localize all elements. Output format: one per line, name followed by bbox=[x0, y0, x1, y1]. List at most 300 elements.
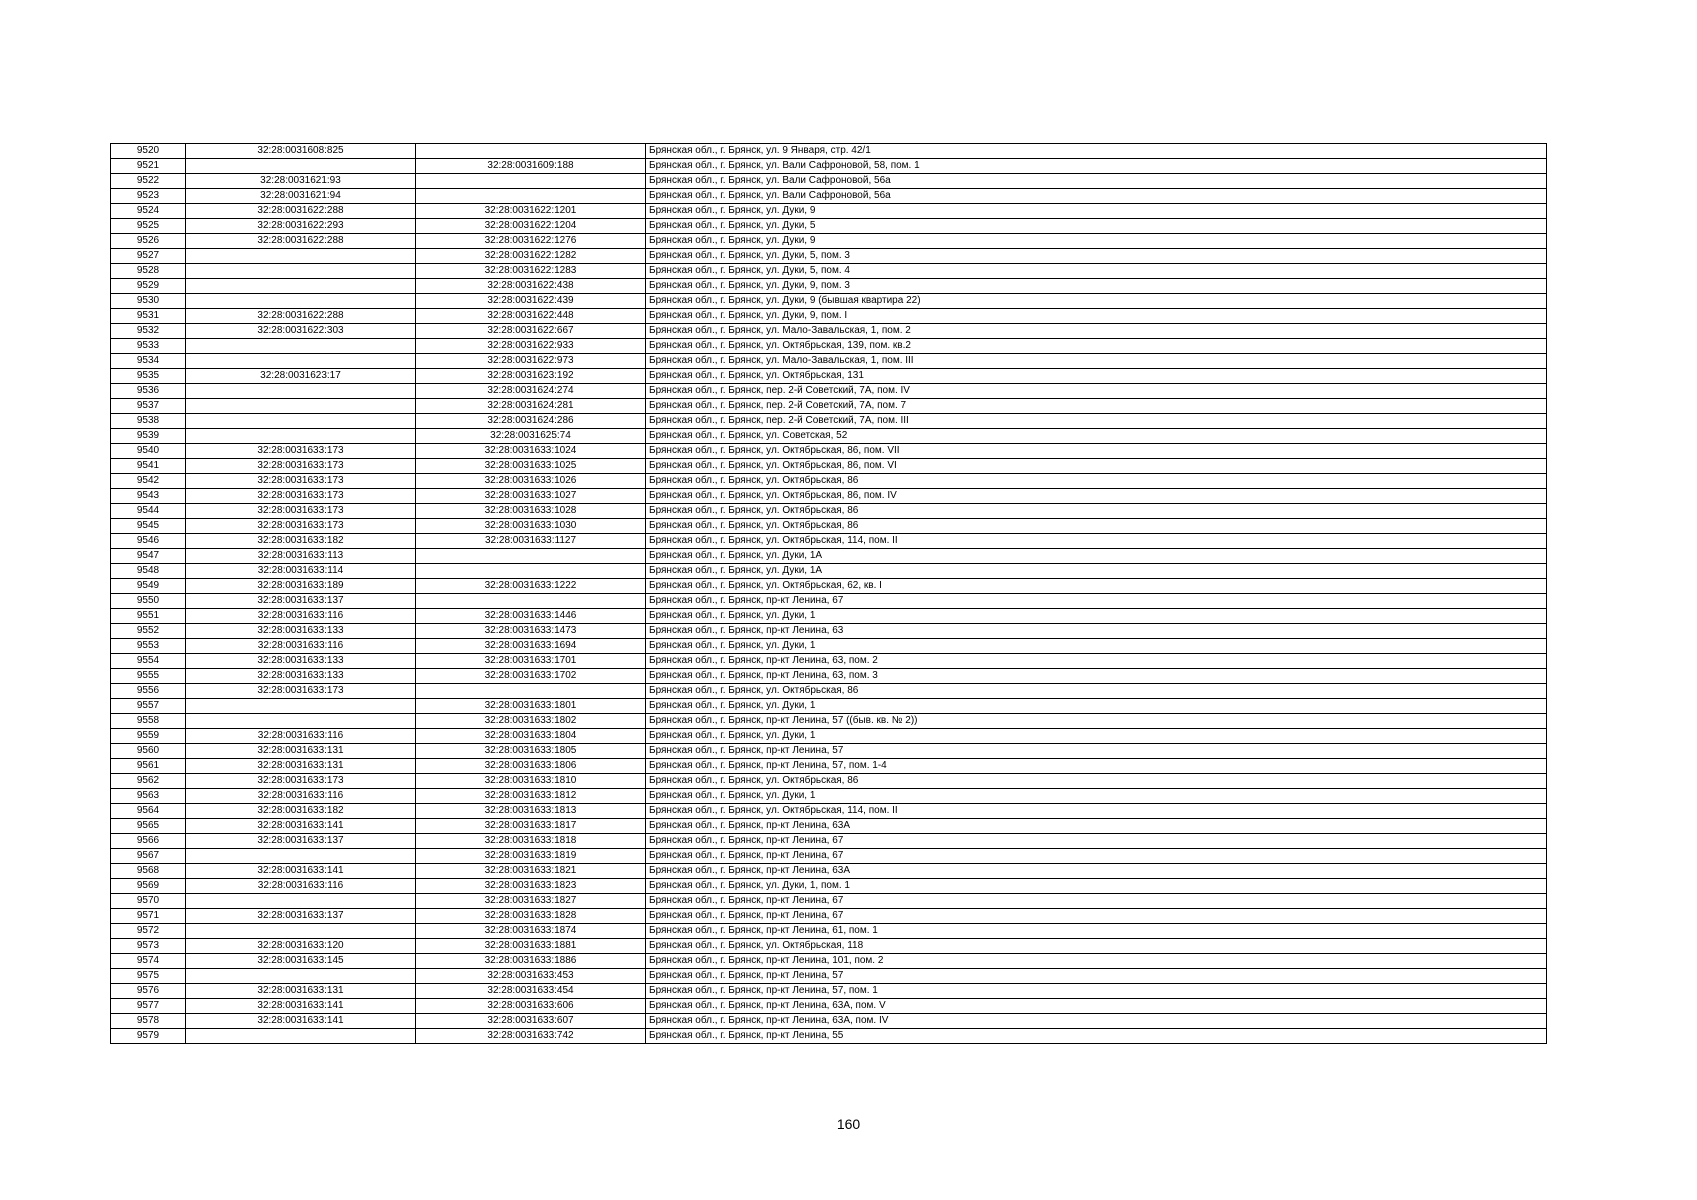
parcel-number-cell: 32:28:0031622:288 bbox=[186, 204, 416, 219]
address-cell: Брянская обл., г. Брянск, пр-кт Ленина, 57 ((быв. кв. № 2)) bbox=[646, 714, 1547, 729]
parcel-number-cell bbox=[186, 339, 416, 354]
table-row bbox=[111, 669, 1547, 684]
row-number-cell: 9532 bbox=[111, 324, 186, 339]
table-row bbox=[111, 504, 1547, 519]
object-number-cell: 32:28:0031633:1817 bbox=[416, 819, 646, 834]
table-row bbox=[111, 984, 1547, 999]
parcel-number-cell bbox=[186, 264, 416, 279]
address-cell: Брянская обл., г. Брянск, пр-кт Ленина, 67 bbox=[646, 594, 1547, 609]
object-number-cell bbox=[416, 549, 646, 564]
address-cell: Брянская обл., г. Брянск, пр-кт Ленина, 57 bbox=[646, 969, 1547, 984]
parcel-number-cell: 32:28:0031633:141 bbox=[186, 864, 416, 879]
parcel-number-cell bbox=[186, 399, 416, 414]
row-number-cell: 9550 bbox=[111, 594, 186, 609]
object-number-cell bbox=[416, 564, 646, 579]
address-cell: Брянская обл., г. Брянск, ул. Октябрьская, 86, пом. IV bbox=[646, 489, 1547, 504]
table-row bbox=[111, 1029, 1547, 1044]
table-row bbox=[111, 234, 1547, 249]
object-number-cell: 32:28:0031633:1812 bbox=[416, 789, 646, 804]
parcel-number-cell bbox=[186, 894, 416, 909]
address-cell: Брянская обл., г. Брянск, ул. Октябрьская, 86, пом. VI bbox=[646, 459, 1547, 474]
parcel-number-cell: 32:28:0031633:173 bbox=[186, 684, 416, 699]
table-row bbox=[111, 654, 1547, 669]
row-number-cell: 9553 bbox=[111, 639, 186, 654]
parcel-number-cell: 32:28:0031633:173 bbox=[186, 489, 416, 504]
address-cell: Брянская обл., г. Брянск, ул. Дуки, 9 bbox=[646, 234, 1547, 249]
table-row bbox=[111, 249, 1547, 264]
address-cell: Брянская обл., г. Брянск, ул. Дуки, 1А bbox=[646, 549, 1547, 564]
address-cell: Брянская обл., г. Брянск, ул. Октябрьская, 62, кв. I bbox=[646, 579, 1547, 594]
address-cell: Брянская обл., г. Брянск, пр-кт Ленина, 57 bbox=[646, 744, 1547, 759]
object-number-cell: 32:28:0031622:1282 bbox=[416, 249, 646, 264]
parcel-number-cell: 32:28:0031633:182 bbox=[186, 804, 416, 819]
parcel-number-cell: 32:28:0031633:173 bbox=[186, 474, 416, 489]
object-number-cell: 32:28:0031633:1886 bbox=[416, 954, 646, 969]
address-cell: Брянская обл., г. Брянск, ул. Дуки, 1А bbox=[646, 564, 1547, 579]
row-number-cell: 9577 bbox=[111, 999, 186, 1014]
address-cell: Брянская обл., г. Брянск, ул. Дуки, 1, пом. 1 bbox=[646, 879, 1547, 894]
parcel-number-cell bbox=[186, 354, 416, 369]
table-row bbox=[111, 339, 1547, 354]
row-number-cell: 9534 bbox=[111, 354, 186, 369]
table-row bbox=[111, 384, 1547, 399]
table-row bbox=[111, 324, 1547, 339]
object-number-cell: 32:28:0031633:1813 bbox=[416, 804, 646, 819]
address-cell: Брянская обл., г. Брянск, ул. Дуки, 1 bbox=[646, 729, 1547, 744]
address-cell: Брянская обл., г. Брянск, ул. Октябрьская, 86 bbox=[646, 519, 1547, 534]
address-cell: Брянская обл., г. Брянск, ул. Октябрьская, 114, пом. II bbox=[646, 804, 1547, 819]
address-cell: Брянская обл., г. Брянск, ул. Дуки, 1 bbox=[646, 639, 1547, 654]
row-number-cell: 9520 bbox=[111, 144, 186, 159]
address-cell: Брянская обл., г. Брянск, ул. Октябрьская, 86 bbox=[646, 684, 1547, 699]
object-number-cell: 32:28:0031633:1701 bbox=[416, 654, 646, 669]
table-row bbox=[111, 774, 1547, 789]
table-row bbox=[111, 159, 1547, 174]
table-row bbox=[111, 684, 1547, 699]
registry-table-body bbox=[111, 144, 1547, 1044]
row-number-cell: 9523 bbox=[111, 189, 186, 204]
object-number-cell: 32:28:0031633:1222 bbox=[416, 579, 646, 594]
address-cell: Брянская обл., г. Брянск, ул. Мало-Завальская, 1, пом. III bbox=[646, 354, 1547, 369]
table-row bbox=[111, 819, 1547, 834]
parcel-number-cell: 32:28:0031621:94 bbox=[186, 189, 416, 204]
row-number-cell: 9559 bbox=[111, 729, 186, 744]
object-number-cell: 32:28:0031633:1030 bbox=[416, 519, 646, 534]
parcel-number-cell bbox=[186, 279, 416, 294]
address-cell: Брянская обл., г. Брянск, пр-кт Ленина, 63А bbox=[646, 864, 1547, 879]
address-cell: Брянская обл., г. Брянск, ул. Октябрьская, 131 bbox=[646, 369, 1547, 384]
parcel-number-cell bbox=[186, 714, 416, 729]
object-number-cell: 32:28:0031633:1806 bbox=[416, 759, 646, 774]
parcel-number-cell: 32:28:0031633:173 bbox=[186, 444, 416, 459]
object-number-cell: 32:28:0031633:1026 bbox=[416, 474, 646, 489]
parcel-number-cell: 32:28:0031633:116 bbox=[186, 789, 416, 804]
object-number-cell: 32:28:0031633:453 bbox=[416, 969, 646, 984]
table-row bbox=[111, 399, 1547, 414]
object-number-cell: 32:28:0031633:606 bbox=[416, 999, 646, 1014]
row-number-cell: 9548 bbox=[111, 564, 186, 579]
row-number-cell: 9544 bbox=[111, 504, 186, 519]
table-row bbox=[111, 609, 1547, 624]
table-row bbox=[111, 789, 1547, 804]
row-number-cell: 9562 bbox=[111, 774, 186, 789]
object-number-cell: 32:28:0031623:192 bbox=[416, 369, 646, 384]
object-number-cell: 32:28:0031633:1446 bbox=[416, 609, 646, 624]
row-number-cell: 9564 bbox=[111, 804, 186, 819]
row-number-cell: 9573 bbox=[111, 939, 186, 954]
address-cell: Брянская обл., г. Брянск, ул. Октябрьская, 139, пом. кв.2 bbox=[646, 339, 1547, 354]
table-row bbox=[111, 459, 1547, 474]
parcel-number-cell bbox=[186, 969, 416, 984]
object-number-cell: 32:28:0031633:1127 bbox=[416, 534, 646, 549]
row-number-cell: 9525 bbox=[111, 219, 186, 234]
object-number-cell bbox=[416, 174, 646, 189]
table-row bbox=[111, 189, 1547, 204]
object-number-cell: 32:28:0031633:454 bbox=[416, 984, 646, 999]
address-cell: Брянская обл., г. Брянск, ул. Октябрьская, 86 bbox=[646, 504, 1547, 519]
row-number-cell: 9576 bbox=[111, 984, 186, 999]
object-number-cell: 32:28:0031622:1283 bbox=[416, 264, 646, 279]
table-row bbox=[111, 1014, 1547, 1029]
table-row bbox=[111, 369, 1547, 384]
row-number-cell: 9529 bbox=[111, 279, 186, 294]
row-number-cell: 9528 bbox=[111, 264, 186, 279]
address-cell: Брянская обл., г. Брянск, ул. Дуки, 5, пом. 3 bbox=[646, 249, 1547, 264]
table-row bbox=[111, 954, 1547, 969]
object-number-cell: 32:28:0031633:1473 bbox=[416, 624, 646, 639]
table-row bbox=[111, 729, 1547, 744]
address-cell: Брянская обл., г. Брянск, ул. Дуки, 9, пом. I bbox=[646, 309, 1547, 324]
address-cell: Брянская обл., г. Брянск, пр-кт Ленина, 55 bbox=[646, 1029, 1547, 1044]
row-number-cell: 9535 bbox=[111, 369, 186, 384]
object-number-cell: 32:28:0031625:74 bbox=[416, 429, 646, 444]
parcel-number-cell: 32:28:0031633:145 bbox=[186, 954, 416, 969]
row-number-cell: 9543 bbox=[111, 489, 186, 504]
row-number-cell: 9531 bbox=[111, 309, 186, 324]
table-row bbox=[111, 894, 1547, 909]
parcel-number-cell: 32:28:0031633:189 bbox=[186, 579, 416, 594]
row-number-cell: 9565 bbox=[111, 819, 186, 834]
parcel-number-cell: 32:28:0031633:173 bbox=[186, 504, 416, 519]
row-number-cell: 9526 bbox=[111, 234, 186, 249]
parcel-number-cell: 32:28:0031633:141 bbox=[186, 819, 416, 834]
row-number-cell: 9563 bbox=[111, 789, 186, 804]
row-number-cell: 9575 bbox=[111, 969, 186, 984]
address-cell: Брянская обл., г. Брянск, пр-кт Ленина, 57, пом. 1-4 bbox=[646, 759, 1547, 774]
row-number-cell: 9567 bbox=[111, 849, 186, 864]
parcel-number-cell: 32:28:0031622:293 bbox=[186, 219, 416, 234]
row-number-cell: 9558 bbox=[111, 714, 186, 729]
table-row bbox=[111, 744, 1547, 759]
row-number-cell: 9540 bbox=[111, 444, 186, 459]
address-cell: Брянская обл., г. Брянск, ул. Дуки, 5 bbox=[646, 219, 1547, 234]
object-number-cell: 32:28:0031633:607 bbox=[416, 1014, 646, 1029]
row-number-cell: 9551 bbox=[111, 609, 186, 624]
table-row bbox=[111, 939, 1547, 954]
address-cell: Брянская обл., г. Брянск, ул. Дуки, 1 bbox=[646, 699, 1547, 714]
address-cell: Брянская обл., г. Брянск, пер. 2-й Советский, 7А, пом. 7 bbox=[646, 399, 1547, 414]
row-number-cell: 9546 bbox=[111, 534, 186, 549]
address-cell: Брянская обл., г. Брянск, пер. 2-й Советский, 7А, пом. III bbox=[646, 414, 1547, 429]
address-cell: Брянская обл., г. Брянск, пр-кт Ленина, 67 bbox=[646, 894, 1547, 909]
parcel-number-cell: 32:28:0031633:141 bbox=[186, 999, 416, 1014]
address-cell: Брянская обл., г. Брянск, ул. Октябрьская, 118 bbox=[646, 939, 1547, 954]
row-number-cell: 9578 bbox=[111, 1014, 186, 1029]
parcel-number-cell bbox=[186, 414, 416, 429]
parcel-number-cell: 32:28:0031633:116 bbox=[186, 639, 416, 654]
table-row bbox=[111, 534, 1547, 549]
row-number-cell: 9524 bbox=[111, 204, 186, 219]
table-row bbox=[111, 699, 1547, 714]
page-number: 160 bbox=[836, 1116, 861, 1132]
object-number-cell: 32:28:0031633:1828 bbox=[416, 909, 646, 924]
address-cell: Брянская обл., г. Брянск, ул. Вали Сафроновой, 58, пом. 1 bbox=[646, 159, 1547, 174]
address-cell: Брянская обл., г. Брянск, пр-кт Ленина, 63 bbox=[646, 624, 1547, 639]
table-row bbox=[111, 909, 1547, 924]
object-number-cell: 32:28:0031633:1802 bbox=[416, 714, 646, 729]
address-cell: Брянская обл., г. Брянск, ул. Вали Сафроновой, 56а bbox=[646, 174, 1547, 189]
address-cell: Брянская обл., г. Брянск, пр-кт Ленина, 67 bbox=[646, 834, 1547, 849]
object-number-cell: 32:28:0031633:1027 bbox=[416, 489, 646, 504]
table-row bbox=[111, 174, 1547, 189]
address-cell: Брянская обл., г. Брянск, пр-кт Ленина, 67 bbox=[646, 849, 1547, 864]
parcel-number-cell bbox=[186, 849, 416, 864]
parcel-number-cell: 32:28:0031633:131 bbox=[186, 744, 416, 759]
object-number-cell bbox=[416, 189, 646, 204]
parcel-number-cell: 32:28:0031633:131 bbox=[186, 759, 416, 774]
object-number-cell: 32:28:0031633:1702 bbox=[416, 669, 646, 684]
row-number-cell: 9539 bbox=[111, 429, 186, 444]
object-number-cell: 32:28:0031633:1024 bbox=[416, 444, 646, 459]
address-cell: Брянская обл., г. Брянск, пр-кт Ленина, 67 bbox=[646, 909, 1547, 924]
table-row bbox=[111, 444, 1547, 459]
object-number-cell: 32:28:0031633:742 bbox=[416, 1029, 646, 1044]
table-row bbox=[111, 309, 1547, 324]
row-number-cell: 9549 bbox=[111, 579, 186, 594]
parcel-number-cell bbox=[186, 159, 416, 174]
parcel-number-cell: 32:28:0031633:120 bbox=[186, 939, 416, 954]
table-row bbox=[111, 594, 1547, 609]
row-number-cell: 9537 bbox=[111, 399, 186, 414]
parcel-number-cell: 32:28:0031633:113 bbox=[186, 549, 416, 564]
object-number-cell: 32:28:0031633:1805 bbox=[416, 744, 646, 759]
row-number-cell: 9560 bbox=[111, 744, 186, 759]
table-row bbox=[111, 264, 1547, 279]
table-row bbox=[111, 879, 1547, 894]
parcel-number-cell: 32:28:0031633:116 bbox=[186, 729, 416, 744]
object-number-cell: 32:28:0031633:1028 bbox=[416, 504, 646, 519]
address-cell: Брянская обл., г. Брянск, ул. Октябрьская, 114, пом. II bbox=[646, 534, 1547, 549]
object-number-cell: 32:28:0031609:188 bbox=[416, 159, 646, 174]
address-cell: Брянская обл., г. Брянск, ул. Дуки, 5, пом. 4 bbox=[646, 264, 1547, 279]
address-cell: Брянская обл., г. Брянск, ул. Октябрьская, 86, пом. VII bbox=[646, 444, 1547, 459]
object-number-cell: 32:28:0031622:439 bbox=[416, 294, 646, 309]
cadastral-registry-table bbox=[110, 143, 1547, 1044]
address-cell: Брянская обл., г. Брянск, пр-кт Ленина, 61, пом. 1 bbox=[646, 924, 1547, 939]
row-number-cell: 9570 bbox=[111, 894, 186, 909]
table-row bbox=[111, 489, 1547, 504]
row-number-cell: 9547 bbox=[111, 549, 186, 564]
table-row bbox=[111, 969, 1547, 984]
parcel-number-cell: 32:28:0031633:116 bbox=[186, 879, 416, 894]
row-number-cell: 9579 bbox=[111, 1029, 186, 1044]
parcel-number-cell bbox=[186, 384, 416, 399]
object-number-cell: 32:28:0031633:1025 bbox=[416, 459, 646, 474]
parcel-number-cell bbox=[186, 249, 416, 264]
parcel-number-cell bbox=[186, 699, 416, 714]
parcel-number-cell: 32:28:0031633:114 bbox=[186, 564, 416, 579]
row-number-cell: 9538 bbox=[111, 414, 186, 429]
parcel-number-cell: 32:28:0031633:173 bbox=[186, 774, 416, 789]
parcel-number-cell: 32:28:0031621:93 bbox=[186, 174, 416, 189]
table-row bbox=[111, 924, 1547, 939]
parcel-number-cell: 32:28:0031622:288 bbox=[186, 234, 416, 249]
table-row bbox=[111, 624, 1547, 639]
object-number-cell: 32:28:0031633:1810 bbox=[416, 774, 646, 789]
parcel-number-cell: 32:28:0031608:825 bbox=[186, 144, 416, 159]
object-number-cell: 32:28:0031633:1804 bbox=[416, 729, 646, 744]
table-row bbox=[111, 579, 1547, 594]
table-row bbox=[111, 429, 1547, 444]
parcel-number-cell bbox=[186, 429, 416, 444]
address-cell: Брянская обл., г. Брянск, пр-кт Ленина, 63А bbox=[646, 819, 1547, 834]
address-cell: Брянская обл., г. Брянск, пр-кт Ленина, 101, пом. 2 bbox=[646, 954, 1547, 969]
object-number-cell: 32:28:0031633:1801 bbox=[416, 699, 646, 714]
row-number-cell: 9569 bbox=[111, 879, 186, 894]
parcel-number-cell bbox=[186, 294, 416, 309]
parcel-number-cell: 32:28:0031622:303 bbox=[186, 324, 416, 339]
object-number-cell: 32:28:0031624:281 bbox=[416, 399, 646, 414]
row-number-cell: 9556 bbox=[111, 684, 186, 699]
address-cell: Брянская обл., г. Брянск, ул. Дуки, 9 bbox=[646, 204, 1547, 219]
object-number-cell: 32:28:0031622:438 bbox=[416, 279, 646, 294]
table-row bbox=[111, 144, 1547, 159]
table-row bbox=[111, 354, 1547, 369]
row-number-cell: 9571 bbox=[111, 909, 186, 924]
row-number-cell: 9566 bbox=[111, 834, 186, 849]
table-row bbox=[111, 999, 1547, 1014]
table-row bbox=[111, 549, 1547, 564]
table-row bbox=[111, 804, 1547, 819]
parcel-number-cell: 32:28:0031622:288 bbox=[186, 309, 416, 324]
object-number-cell: 32:28:0031622:448 bbox=[416, 309, 646, 324]
address-cell: Брянская обл., г. Брянск, пр-кт Ленина, 63, пом. 3 bbox=[646, 669, 1547, 684]
object-number-cell: 32:28:0031633:1694 bbox=[416, 639, 646, 654]
object-number-cell bbox=[416, 144, 646, 159]
address-cell: Брянская обл., г. Брянск, ул. 9 Января, стр. 42/1 bbox=[646, 144, 1547, 159]
row-number-cell: 9541 bbox=[111, 459, 186, 474]
object-number-cell: 32:28:0031624:286 bbox=[416, 414, 646, 429]
address-cell: Брянская обл., г. Брянск, пр-кт Ленина, 63А, пом. IV bbox=[646, 1014, 1547, 1029]
address-cell: Брянская обл., г. Брянск, ул. Дуки, 1 bbox=[646, 609, 1547, 624]
row-number-cell: 9574 bbox=[111, 954, 186, 969]
parcel-number-cell: 32:28:0031633:133 bbox=[186, 669, 416, 684]
table-row bbox=[111, 414, 1547, 429]
parcel-number-cell: 32:28:0031633:182 bbox=[186, 534, 416, 549]
object-number-cell: 32:28:0031633:1819 bbox=[416, 849, 646, 864]
address-cell: Брянская обл., г. Брянск, пер. 2-й Советский, 7А, пом. IV bbox=[646, 384, 1547, 399]
object-number-cell: 32:28:0031622:667 bbox=[416, 324, 646, 339]
address-cell: Брянская обл., г. Брянск, ул. Дуки, 1 bbox=[646, 789, 1547, 804]
address-cell: Брянская обл., г. Брянск, ул. Мало-Завальская, 1, пом. 2 bbox=[646, 324, 1547, 339]
row-number-cell: 9542 bbox=[111, 474, 186, 489]
object-number-cell: 32:28:0031622:1201 bbox=[416, 204, 646, 219]
address-cell: Брянская обл., г. Брянск, ул. Вали Сафроновой, 56а bbox=[646, 189, 1547, 204]
row-number-cell: 9555 bbox=[111, 669, 186, 684]
address-cell: Брянская обл., г. Брянск, пр-кт Ленина, 63А, пом. V bbox=[646, 999, 1547, 1014]
object-number-cell: 32:28:0031633:1881 bbox=[416, 939, 646, 954]
object-number-cell: 32:28:0031622:1276 bbox=[416, 234, 646, 249]
object-number-cell bbox=[416, 684, 646, 699]
address-cell: Брянская обл., г. Брянск, ул. Октябрьская, 86 bbox=[646, 774, 1547, 789]
row-number-cell: 9552 bbox=[111, 624, 186, 639]
row-number-cell: 9557 bbox=[111, 699, 186, 714]
parcel-number-cell: 32:28:0031633:173 bbox=[186, 459, 416, 474]
object-number-cell: 32:28:0031633:1823 bbox=[416, 879, 646, 894]
row-number-cell: 9554 bbox=[111, 654, 186, 669]
row-number-cell: 9561 bbox=[111, 759, 186, 774]
parcel-number-cell bbox=[186, 1029, 416, 1044]
row-number-cell: 9530 bbox=[111, 294, 186, 309]
address-cell: Брянская обл., г. Брянск, пр-кт Ленина, 57, пом. 1 bbox=[646, 984, 1547, 999]
table-row bbox=[111, 639, 1547, 654]
parcel-number-cell: 32:28:0031633:131 bbox=[186, 984, 416, 999]
row-number-cell: 9533 bbox=[111, 339, 186, 354]
row-number-cell: 9522 bbox=[111, 174, 186, 189]
address-cell: Брянская обл., г. Брянск, ул. Дуки, 9, пом. 3 bbox=[646, 279, 1547, 294]
object-number-cell: 32:28:0031622:933 bbox=[416, 339, 646, 354]
row-number-cell: 9521 bbox=[111, 159, 186, 174]
parcel-number-cell: 32:28:0031633:137 bbox=[186, 594, 416, 609]
row-number-cell: 9545 bbox=[111, 519, 186, 534]
parcel-number-cell: 32:28:0031633:133 bbox=[186, 654, 416, 669]
table-row bbox=[111, 849, 1547, 864]
table-row bbox=[111, 834, 1547, 849]
parcel-number-cell: 32:28:0031633:133 bbox=[186, 624, 416, 639]
parcel-number-cell: 32:28:0031633:137 bbox=[186, 834, 416, 849]
parcel-number-cell: 32:28:0031623:17 bbox=[186, 369, 416, 384]
address-cell: Брянская обл., г. Брянск, пр-кт Ленина, 63, пом. 2 bbox=[646, 654, 1547, 669]
table-row bbox=[111, 474, 1547, 489]
parcel-number-cell: 32:28:0031633:116 bbox=[186, 609, 416, 624]
object-number-cell: 32:28:0031622:973 bbox=[416, 354, 646, 369]
object-number-cell: 32:28:0031622:1204 bbox=[416, 219, 646, 234]
table-row bbox=[111, 519, 1547, 534]
row-number-cell: 9568 bbox=[111, 864, 186, 879]
address-cell: Брянская обл., г. Брянск, ул. Октябрьская, 86 bbox=[646, 474, 1547, 489]
address-cell: Брянская обл., г. Брянск, ул. Дуки, 9 (бывшая квартира 22) bbox=[646, 294, 1547, 309]
parcel-number-cell: 32:28:0031633:137 bbox=[186, 909, 416, 924]
parcel-number-cell bbox=[186, 924, 416, 939]
object-number-cell: 32:28:0031633:1821 bbox=[416, 864, 646, 879]
table-row bbox=[111, 219, 1547, 234]
table-row bbox=[111, 204, 1547, 219]
address-cell: Брянская обл., г. Брянск, ул. Советская, 52 bbox=[646, 429, 1547, 444]
table-row bbox=[111, 294, 1547, 309]
object-number-cell: 32:28:0031633:1827 bbox=[416, 894, 646, 909]
table-row bbox=[111, 759, 1547, 774]
object-number-cell bbox=[416, 594, 646, 609]
table-row bbox=[111, 714, 1547, 729]
object-number-cell: 32:28:0031633:1874 bbox=[416, 924, 646, 939]
table-row bbox=[111, 564, 1547, 579]
object-number-cell: 32:28:0031633:1818 bbox=[416, 834, 646, 849]
table-row bbox=[111, 279, 1547, 294]
row-number-cell: 9572 bbox=[111, 924, 186, 939]
row-number-cell: 9527 bbox=[111, 249, 186, 264]
parcel-number-cell: 32:28:0031633:141 bbox=[186, 1014, 416, 1029]
parcel-number-cell: 32:28:0031633:173 bbox=[186, 519, 416, 534]
